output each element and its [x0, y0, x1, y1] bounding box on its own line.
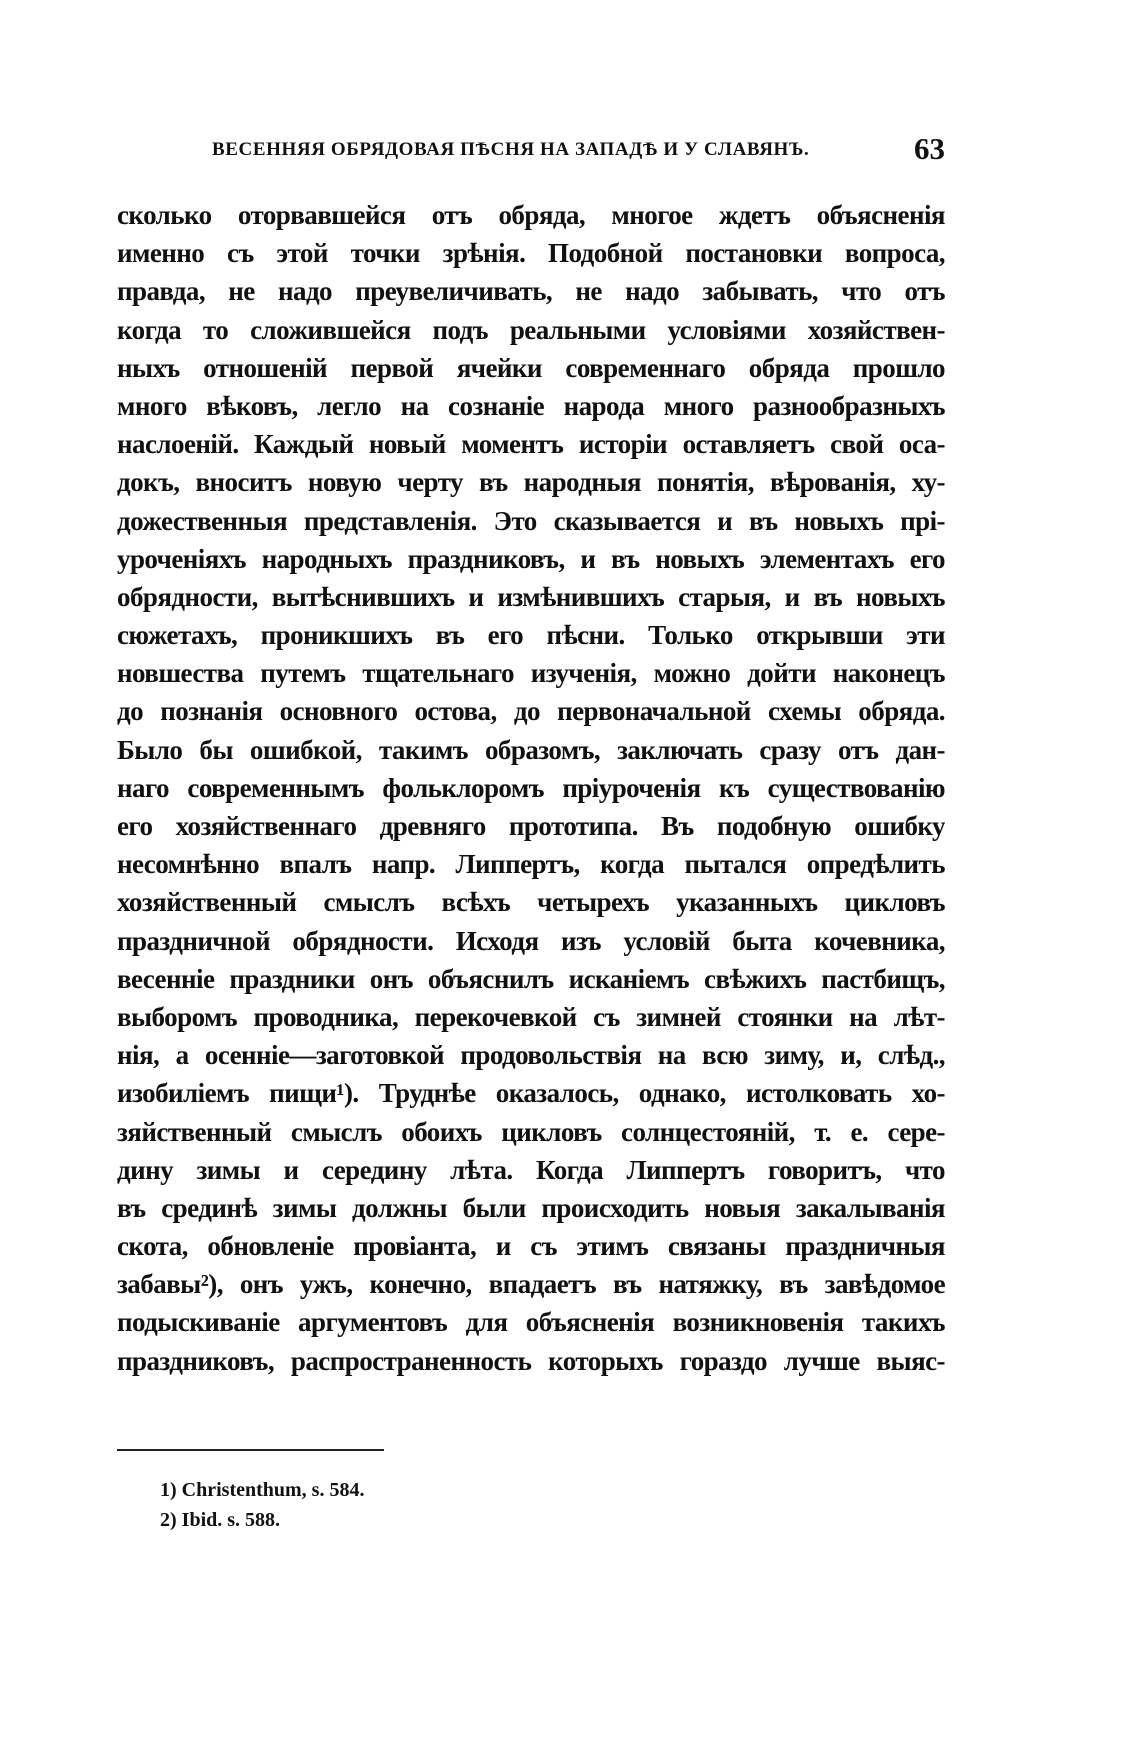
text-line: выборомъ проводника, перекочевкой съ зимней стоянки на лѣт-	[117, 1001, 945, 1032]
footnote-2: 2) Ibid. s. 588.	[160, 1509, 281, 1531]
text-line: много вѣковъ, легло на сознаніе народа много разнообразныхъ	[117, 390, 945, 421]
text-line: ныхъ отношеній первой ячейки современнаго обряда прошло	[117, 352, 945, 383]
text-line: хозяйственный смыслъ всѣхъ четырехъ указанныхъ цикловъ	[117, 887, 945, 918]
footnote-divider	[117, 1449, 384, 1451]
text-line: именно съ этой точки зрѣнія. Подобной постановки вопроса,	[117, 238, 945, 269]
text-line: его хозяйственнаго древняго прототипа. Въ подобную ошибку	[117, 811, 945, 841]
running-head	[117, 131, 945, 169]
text-line: дожественныя представленія. Это сказывается и въ новыхъ прі-	[117, 505, 945, 536]
text-line: нія, а осенніе—заготовкой продовольствія на всю зиму, и, слѣд.,	[117, 1040, 945, 1071]
running-title: ВЕСЕННЯЯ ОБРЯДОВАЯ ПѢСНЯ НА ЗАПАДѢ И У СЛАВЯНЪ.	[212, 139, 810, 160]
footnotes	[160, 1475, 660, 1535]
text-line: до познанія основного остова, до первоначальной схемы обряда.	[117, 696, 945, 727]
text-line: сюжетахъ, проникшихъ въ его пѣсни. Только открывши эти	[117, 620, 945, 651]
text-line: скота, обновленіе провіанта, и съ этимъ связаны праздничныя	[117, 1231, 945, 1262]
text-line: праздниковъ, распространенность которыхъ гораздо лучше выяс-	[117, 1345, 945, 1376]
body-text	[117, 196, 945, 1380]
text-line: новшества путемъ тщательнаго изученія, можно дойти наконецъ	[117, 658, 945, 689]
text-line: докъ, вноситъ новую черту въ народныя понятія, вѣрованія, ху-	[117, 467, 945, 498]
text-line: уроченіяхъ народныхъ праздниковъ, и въ новыхъ элементахъ его	[117, 543, 945, 574]
text-line: дину зимы и середину лѣта. Когда Липпертъ говоритъ, что	[117, 1154, 945, 1185]
text-line: наслоеній. Каждый новый моментъ исторіи оставляетъ свой оса-	[117, 429, 945, 460]
text-line: въ срединѣ зимы должны были происходить новыя закалыванія	[117, 1192, 945, 1223]
text-line: подыскиваніе аргументовъ для объясненія возникновенія такихъ	[117, 1307, 945, 1338]
text-line: забавы²), онъ ужъ, конечно, впадаетъ въ натяжку, въ завѣдомое	[117, 1269, 945, 1300]
text-line: весенніе праздники онъ объяснилъ исканіемъ свѣжихъ пастбищъ,	[117, 963, 945, 994]
text-line: Было бы ошибкой, такимъ образомъ, заключать сразу отъ дан-	[117, 734, 945, 765]
text-line: сколько оторвавшейся отъ обряда, многое ждетъ объясненія	[117, 200, 945, 230]
text-line: обрядности, вытѣснившихъ и измѣнившихъ старыя, и въ новыхъ	[117, 581, 945, 612]
text-line: наго современнымъ фольклоромъ пріуроченія къ существованію	[117, 772, 945, 803]
text-line: зяйственный смыслъ обоихъ цикловъ солнцестояній, т. е. сере-	[117, 1116, 945, 1147]
text-line: когда то сложившейся подъ реальными условіями хозяйствен-	[117, 314, 945, 345]
footnote-1: 1) Christenthum, s. 584.	[160, 1479, 365, 1501]
text-line: праздничной обрядности. Исходя изъ условій быта кочевника,	[117, 925, 945, 956]
text-line: правда, не надо преувеличивать, не надо забывать, что отъ	[117, 276, 945, 307]
page-number: 63	[914, 131, 945, 166]
text-line: несомнѣнно впалъ напр. Липпертъ, когда пытался опредѣлить	[117, 849, 945, 880]
text-line: изобиліемъ пищи¹). Труднѣе оказалось, однако, истолковать хо-	[117, 1078, 945, 1109]
